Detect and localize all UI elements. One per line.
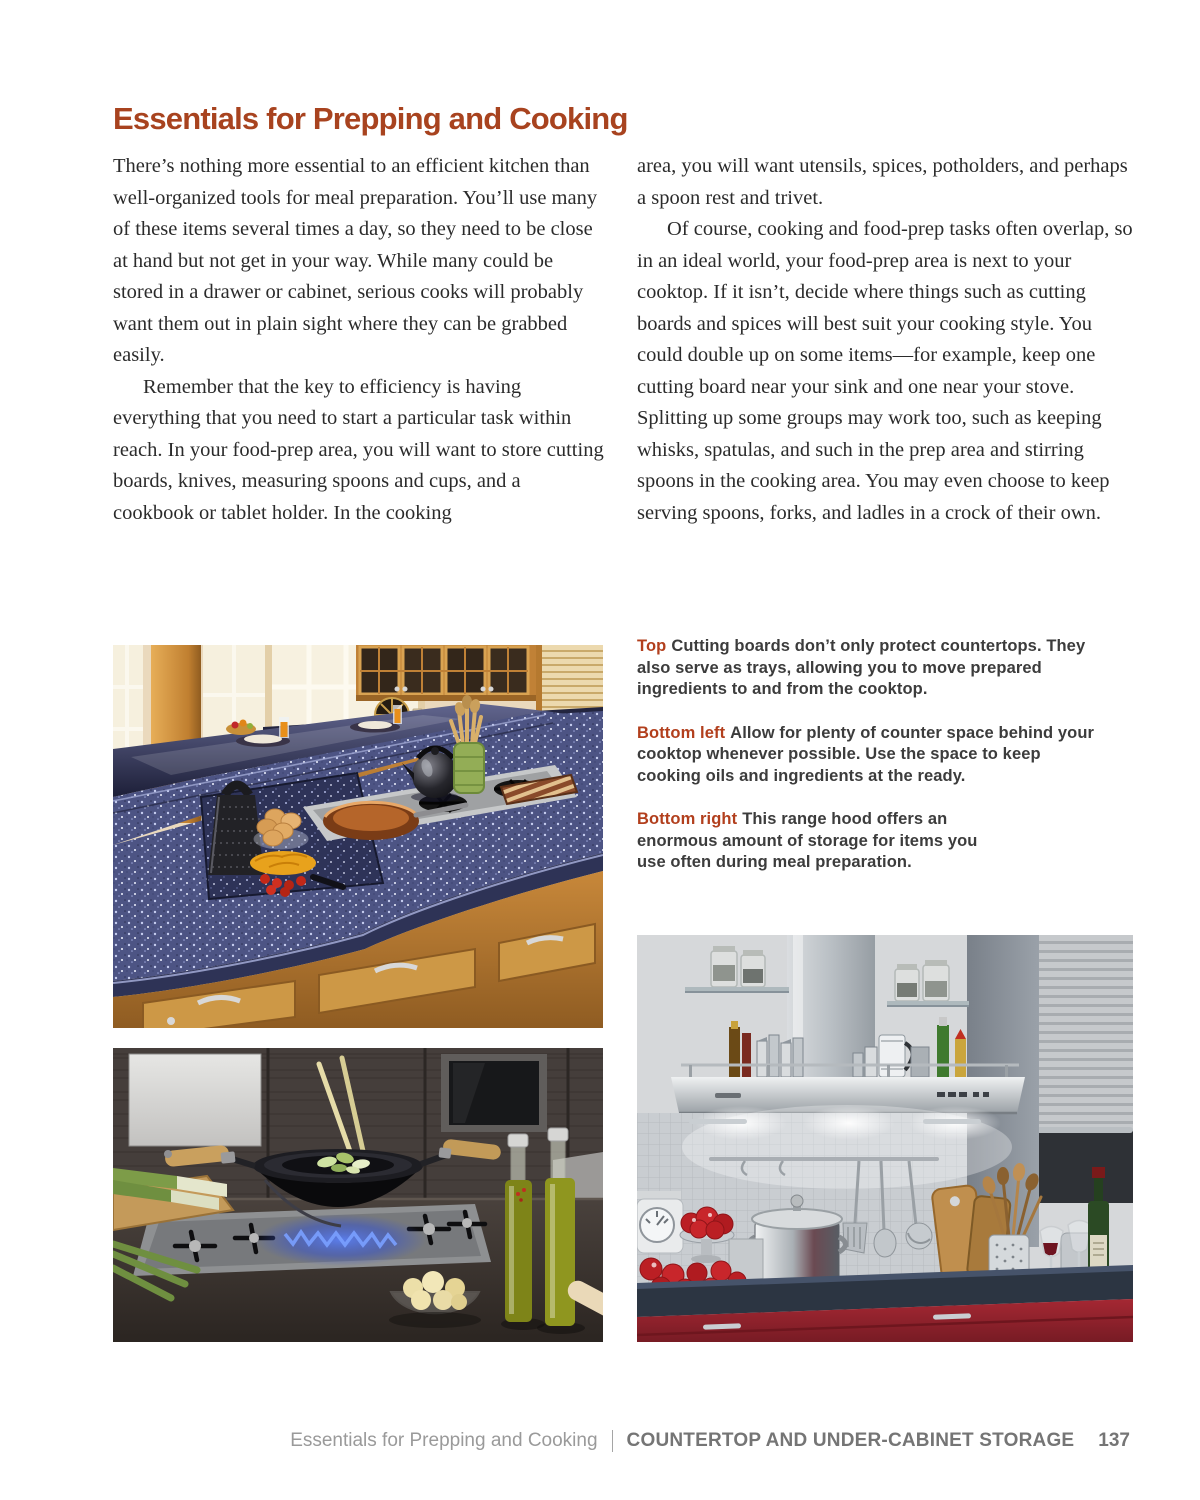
built-in-oven (441, 1054, 547, 1132)
page-footer (0, 1426, 1130, 1456)
page-number: 137 (1098, 1430, 1130, 1451)
photo-wok-cooktop (113, 1048, 603, 1342)
caption-bottom-left (637, 723, 1097, 788)
plate (358, 721, 392, 729)
caption-lead: Bottom right (637, 810, 738, 828)
caption-lead: Top (637, 637, 667, 655)
vinegar-bottle (729, 1027, 740, 1077)
footer-chapter-title: Essentials for Prepping and Cooking (290, 1430, 598, 1451)
photo-captions (637, 636, 1097, 896)
hood-handle-left (689, 1119, 747, 1124)
paragraph: area, you will want utensils, spices, potholders, and perhaps a spoon rest and trivet. (637, 155, 1128, 209)
body-column-right (637, 151, 1134, 529)
kitchen-scale (637, 1191, 683, 1253)
paragraph: Of course, cooking and food-prep tasks often overlap, so in an ideal world, your food-prep area is next to your cooktop. If it isn’t, decide where things such as cutting boards and spices will best suit your cooking style. You could double up on some items—for example, keep one cutting board near your sink and one near your stove. Splitting up some groups may work too, such as keeping whisks, spatulas, and such in the prep area and stirring spoons in the cooking area. You may even choose to keep serving spoons, forks, and ladles in a crock of their own. (637, 218, 1133, 524)
footer-section-title: COUNTERTOP AND UNDER-CABINET STORAGE (626, 1430, 1075, 1451)
squeeze-bottle (955, 1029, 966, 1077)
hood-brand-label (715, 1093, 741, 1098)
upper-cabinets (356, 645, 538, 701)
photo-kitchen-island (113, 645, 603, 1028)
photo-range-hood (637, 935, 1133, 1342)
footer-divider (612, 1430, 613, 1452)
caption-lead: Bottom left (637, 723, 726, 742)
caption-text: Allow for plenty of counter space behind your cooktop whenever possible. Use the space to keep cooking oils and ingredients at the ready. (637, 723, 1095, 785)
caption-top (637, 636, 1097, 701)
caption-text: Cutting boards don’t only protect countertops. They also serve as trays, allowing you to move prepared ingredients to and from the cooktop. (637, 637, 1086, 698)
caption-text: This range hood offers an enormous amount of storage for items you use often during meal preparation. (637, 810, 978, 871)
under-cabinet-light (803, 1106, 895, 1140)
caption-bottom-right (637, 809, 989, 874)
paragraph: There’s nothing more essential to an efficient kitchen than well-organized tools for meal preparation. You’ll use many of these items several times a day, so they need to be close at hand but not get in your way. While many could be stored in a drawer or cabinet, serious cooks will probably want them out in plain sight where they can be grabbed easily. (113, 155, 598, 366)
paragraph: Remember that the key to efficiency is having everything that you need to start a particular task within reach. In your food-prep area, you will want to store cutting boards, knives, measuring spoons and cups, and a cookbook or tablet holder. In the cooking (113, 375, 604, 524)
wall-panel (129, 1054, 261, 1146)
tambour-open-gap (1039, 1131, 1133, 1203)
hood-handle-right (923, 1119, 981, 1124)
green-bottle (937, 1017, 949, 1077)
page-title: Essentials for Prepping and Cooking (113, 101, 628, 136)
steel-pot (911, 1047, 929, 1077)
steel-cup (865, 1047, 877, 1077)
body-column-left (113, 151, 605, 529)
tambour-rail (1035, 1127, 1133, 1133)
bottle (742, 1033, 751, 1077)
plate (244, 735, 282, 744)
